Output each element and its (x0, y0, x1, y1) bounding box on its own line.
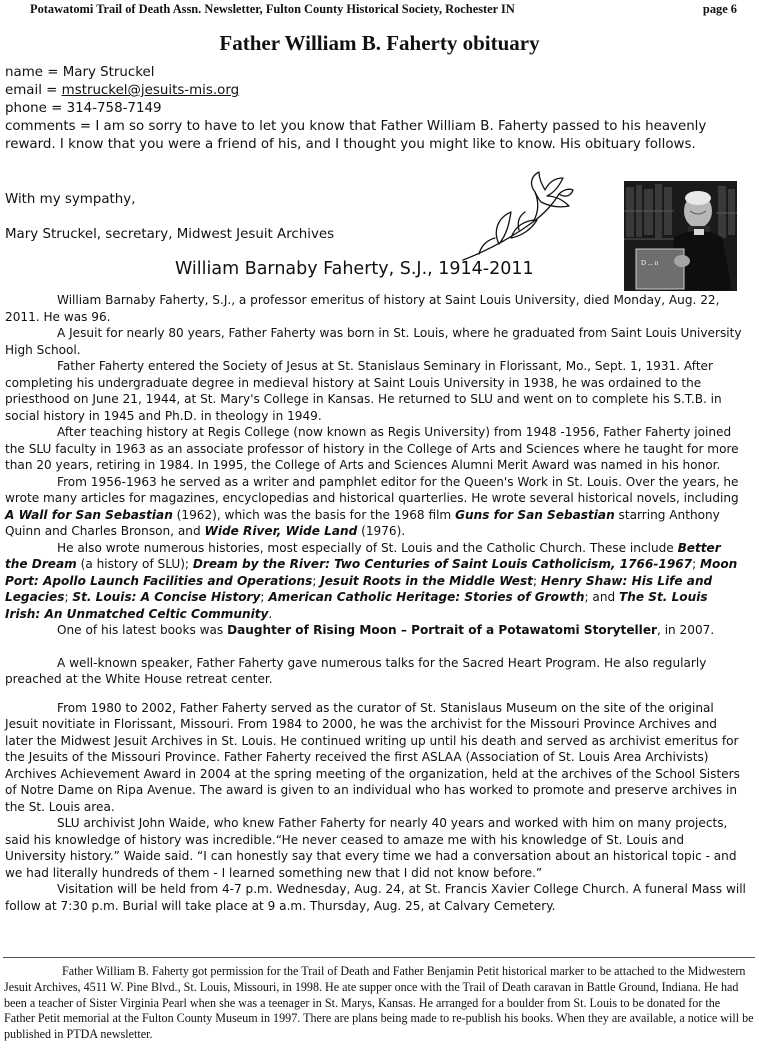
paragraph-death-notice: William Barnaby Faherty, S.J., a professor emeritus of history at Saint Louis University, died Monday, Aug. 22, 2011. He was 96. (5, 293, 720, 324)
paragraph-birth: A Jesuit for nearly 80 years, Father Faherty was born in St. Louis, where he graduated from Saint Louis University High School. (5, 326, 742, 357)
sympathy-line: With my sympathy, (5, 192, 136, 207)
book-title: Dream by the River: Two Centuries of Saint Louis Catholicism, 1766-1967 (192, 557, 693, 571)
page-title: Father William B. Faherty obituary (219, 31, 540, 55)
text-span: From 1956-1963 he served as a writer and pamphlet editor for the Queen's Work in St. Louis. Over the years, he wrote many articles for magazines, encyclopedias and historical quarterlies. He wrote several historical novels, including (5, 474, 739, 505)
paragraph-histories (5, 540, 747, 623)
text-span: ; and (584, 590, 620, 604)
book-title: St. Louis: A Concise History (72, 590, 261, 604)
book-title: Moon Port: Apollo Launch Facilities and Operations (5, 557, 738, 588)
paragraph-waide-quote: SLU archivist John Waide, who knew Father Faherty for nearly 40 years and worked with him on many projects, said his knowledge of history was incredible.“He never ceased to amaze me with his knowledge of St. Louis and University history.” Waide said. “I can honestly say that every time we had a conversation about an historical topic - and we had literally hundreds of them - I learned something new that I did not know before.” (5, 816, 737, 880)
paragraph-latest-book (5, 622, 747, 639)
contact-block (5, 64, 750, 154)
text-span: ; (64, 590, 73, 604)
signature-line: Mary Struckel, secretary, Midwest Jesuit Archives (5, 227, 335, 242)
email-label: email = (5, 83, 62, 98)
film-title: Guns for San Sebastian (455, 507, 615, 522)
book-title: American Catholic Heritage: Stories of Growth (268, 590, 585, 604)
text-span: (a history of SLU); (76, 557, 193, 571)
paragraph-archivist: From 1980 to 2002, Father Faherty served as the curator of St. Stanislaus Museum on the site of the original Jesuit novitiate in Florissant, Missouri. From 1984 to 2000, he was the archivist for the Missouri Province Archives and later the Midwest Jesuit Archives in St. Louis. He continued writing up until his death and served as archivist emeritus for the Jesuits of the Missouri Province. Father Faherty received the first ASLAA (Association of St. Louis Area Archivists) Archives Achievement Award in 2004 at the spring meeting of the organization, held at the archives of the School Sisters of Notre Dame on Ripa Avenue. The award is given to an individual who has worked to promote and preserve archives in the St. Louis area. (5, 700, 740, 814)
text-span: (1976). (357, 524, 406, 538)
text-span: ; (532, 573, 541, 588)
book-title: The St. Louis Irish: An Unmatched Celtic Community (5, 590, 708, 621)
obituary-subtitle: William Barnaby Faherty, S.J., 1914-2011 (175, 259, 534, 279)
lily-flower-illustration (459, 168, 577, 264)
paragraph-education: Father Faherty entered the Society of Jesus at St. Stanislaus Seminary in Florissant, Mo., Sept. 1, 1931. After completing his undergraduate degree in medieval history at Saint Louis University in 1938, he was ordained to the priesthood on June 21, 1944, at St. Mary's College in Kansas. He returned to SLU and went on to complete his S.T.B. in social history in 1945 and Ph.D. in theology in 1949. (5, 359, 722, 423)
newsletter-header (30, 2, 737, 18)
contact-email (5, 82, 750, 100)
text-span: ; (692, 557, 700, 571)
text-span: ; (312, 573, 321, 588)
footer-note (4, 964, 754, 1043)
footer-paragraph: Father William B. Faherty got permission for the Trail of Death and Father Benjamin Petit historical marker to be attached to the Midwestern Jesuit Archives, 4511 W. Pine Blvd., St. Louis, Missouri, in 1998. He ate supper once with the Trail of Death caravan in Battle Ground, Indiana. He had been a teacher of Sister Virginia Pearl when she was a teenager in St. Marys, Kansas. He arranged for a boulder from St. Louis to be donated for the Father Petit memorial at the Fulton County Museum in 1997. There are plans being made to re-publish his books. When they are available, a notice will be published in PTDA newsletter. (4, 964, 754, 1042)
contact-name: name = Mary Struckel (5, 65, 155, 80)
paragraph-teaching: After teaching history at Regis College (now known as Regis University) from 1948 -1956, Father Faherty joined the SLU faculty in 1963 as an associate professor of history in the College of Arts and Sciences where he taught for more than 20 years, retiring in 1984. In 1995, the College of Arts and Sciences Alumni Merit Award was named in his honor. (5, 425, 739, 472)
contact-comments: comments = I am so sorry to have to let you know that Father William B. Faherty passed to his heavenly reward. I know that you were a friend of his, and I thought you might like to know. His obituary follows. (5, 119, 707, 152)
father-faherty-portrait-photo (624, 181, 737, 291)
book-title: Wide River, Wide Land (204, 524, 358, 538)
book-title: Better the Dream (5, 540, 721, 571)
paragraph-visitation: Visitation will be held from 4-7 p.m. Wednesday, Aug. 24, at St. Francis Xavier College Church. A funeral Mass will follow at 7:30 p.m. Burial will take place at 9 a.m. Thursday, Aug. 25, at Calvary Cemetery. (5, 882, 746, 913)
paragraph-speaker: A well-known speaker, Father Faherty gave numerous talks for the Sacred Heart Program. He also regularly preached at the White House retreat center. (5, 655, 707, 686)
book-title: Jesuit Roots in the Middle West (320, 573, 533, 588)
text-span: , in 2007. (657, 623, 715, 637)
book-title: Henry Shaw: His Life and Legacies (5, 573, 713, 604)
book-title: A Wall for San Sebastian (5, 507, 173, 522)
text-span: . (268, 606, 273, 621)
text-span: starring Anthony Quinn and Charles Bronson, and (5, 507, 720, 538)
page-number: page 6 (702, 2, 737, 16)
contact-phone: phone = 314-758-7149 (5, 101, 162, 116)
paragraph-novels (5, 474, 747, 540)
obituary-body (5, 292, 747, 914)
text-span: (1962), which was the basis for the 1968 film (172, 507, 456, 522)
footer-divider (3, 957, 755, 958)
email-link[interactable]: mstruckel@jesuits-mis.org (61, 83, 240, 98)
text-span: One of his latest books was (57, 623, 228, 637)
text-span: ; (260, 590, 269, 604)
header-newsletter-title: Potawatomi Trail of Death Assn. Newsletter, Fulton County Historical Society, Rochester IN (30, 2, 515, 16)
book-title: Daughter of Rising Moon – Portrait of a Potawatomi Storyteller (227, 623, 657, 637)
text-span: He also wrote numerous histories, most especially of St. Louis and the Catholic Church. These include (57, 540, 678, 555)
photo-book-text: D ... n (641, 259, 659, 267)
